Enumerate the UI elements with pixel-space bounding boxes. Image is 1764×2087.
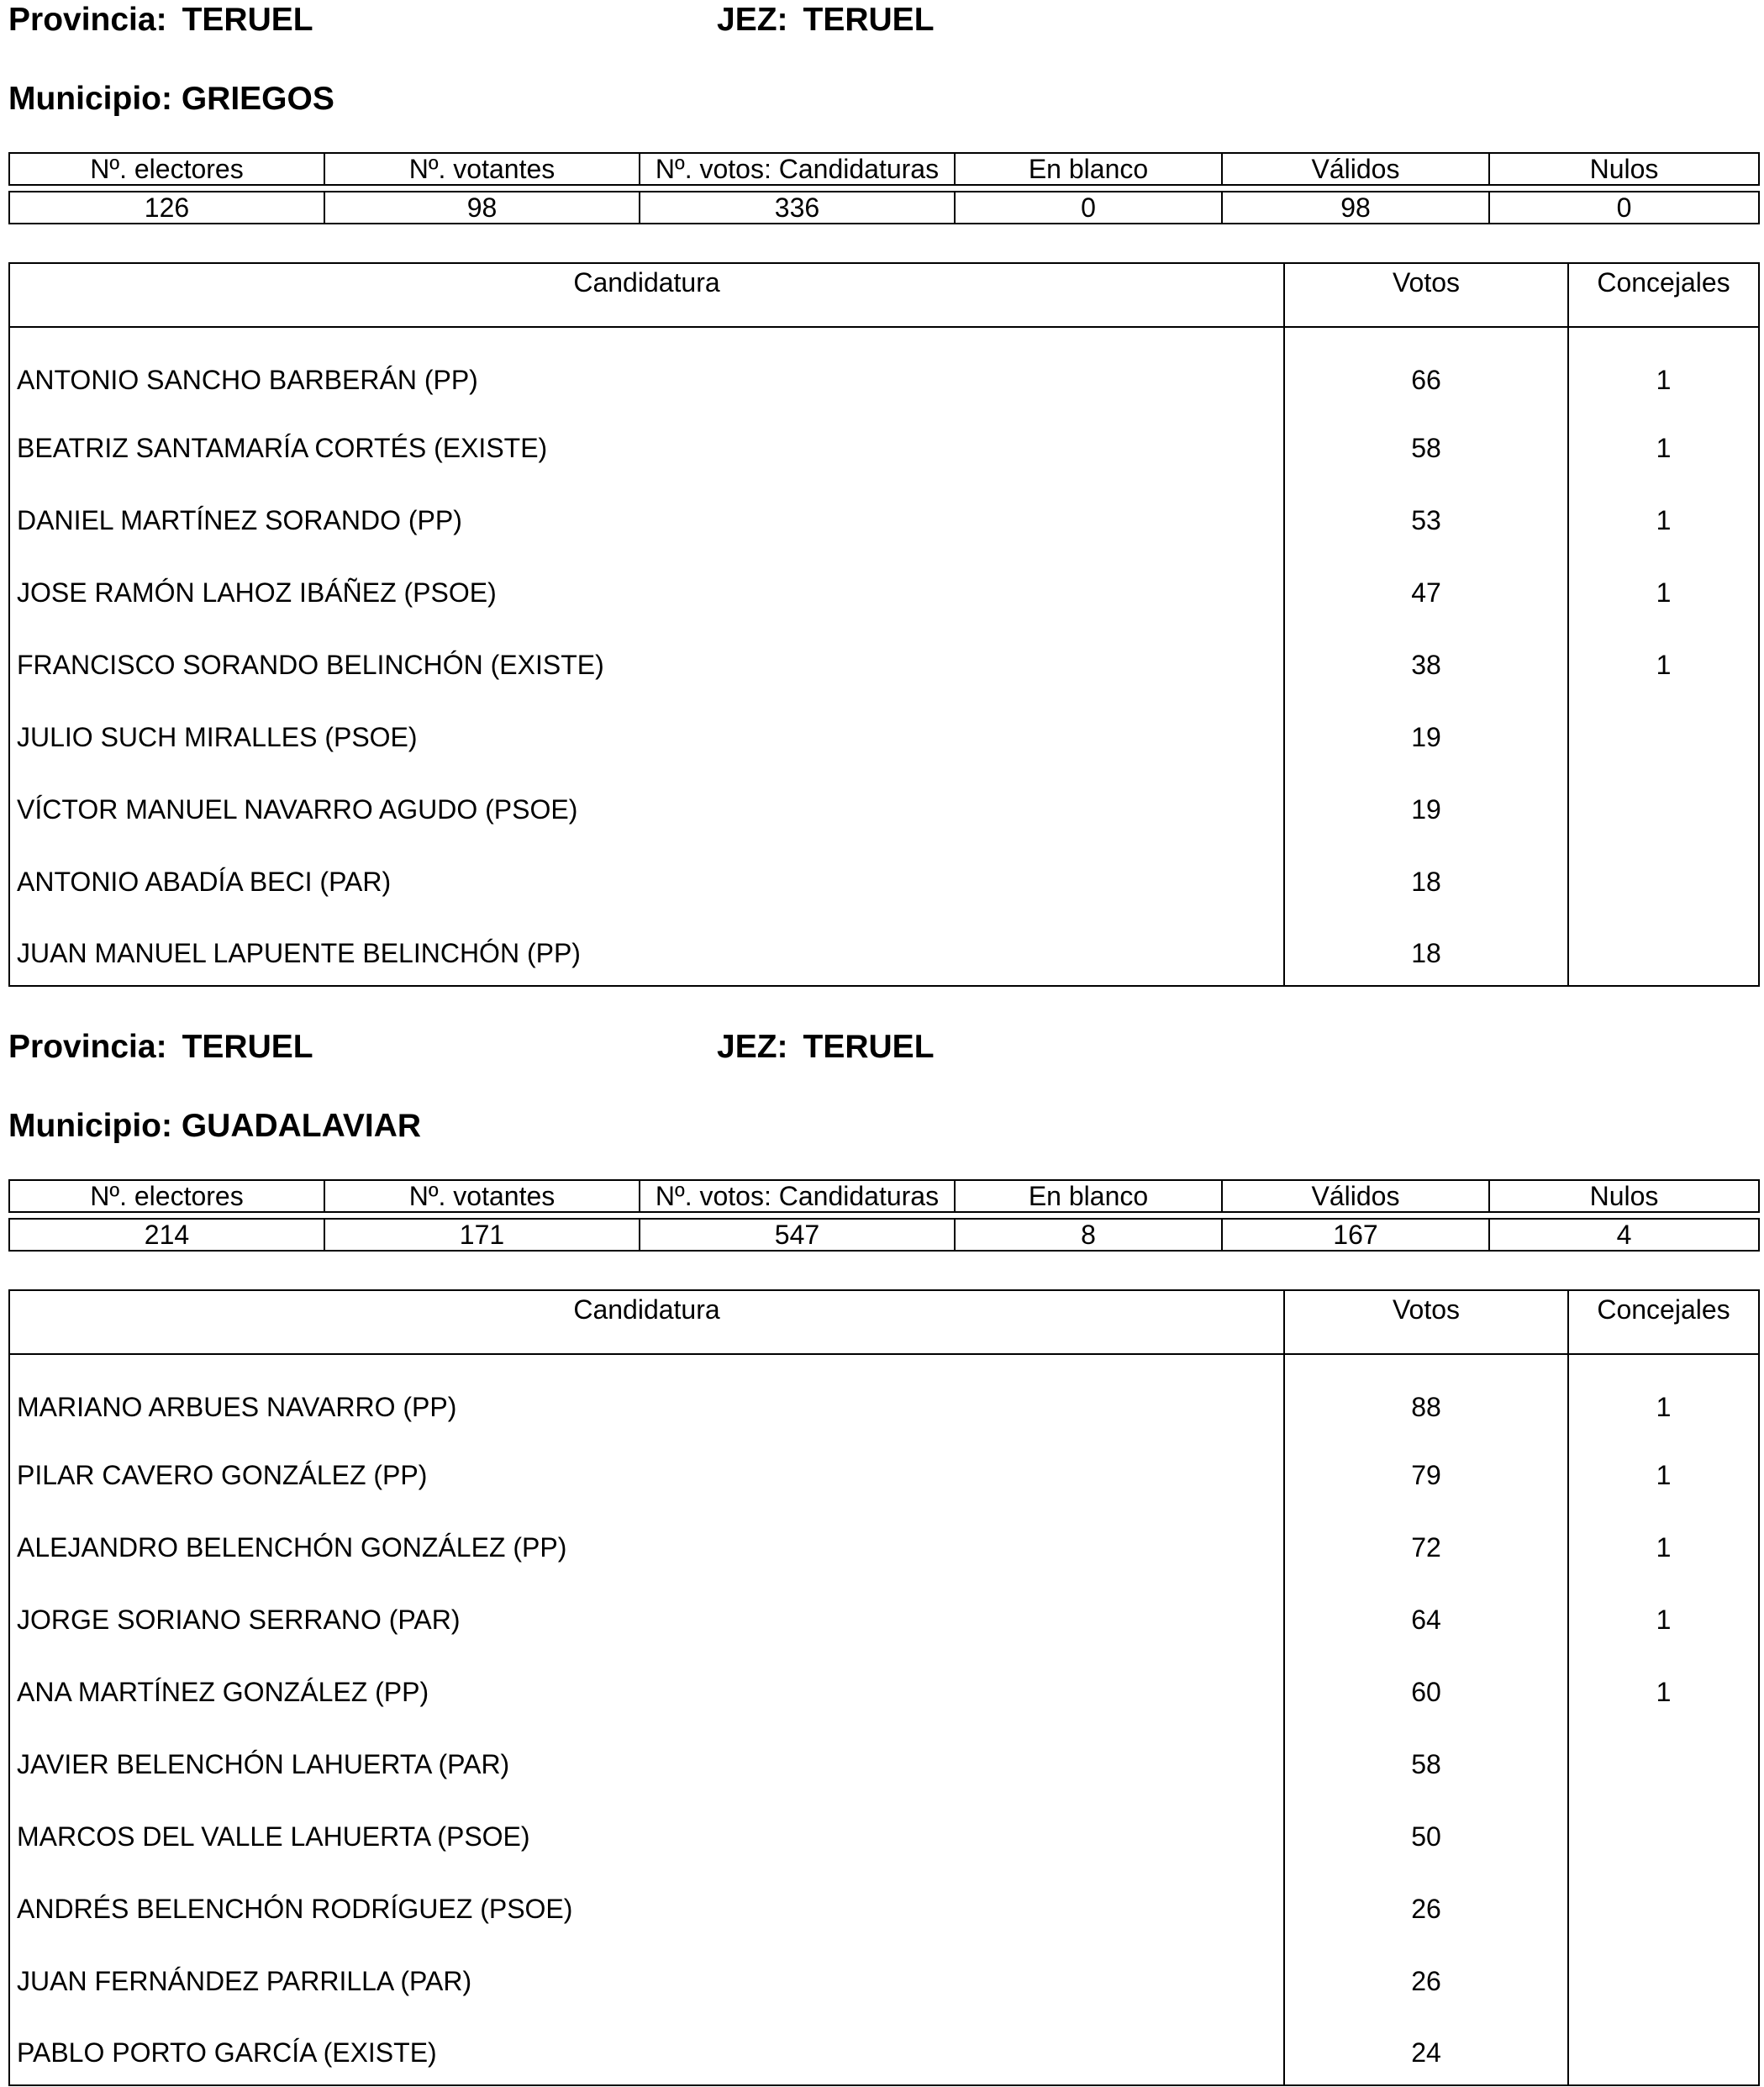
summary-votos-candidaturas: 336 — [640, 192, 955, 224]
summary-table — [8, 152, 1760, 224]
summary-header-votantes: Nº. votantes — [324, 1180, 640, 1212]
summary-votantes: 171 — [324, 1219, 640, 1251]
candidate-votes: 38 — [1284, 625, 1568, 697]
summary-header-en-blanco: En blanco — [955, 1180, 1222, 1212]
summary-electores: 126 — [9, 192, 324, 224]
candidate-name: MARIANO ARBUES NAVARRO (PP) — [9, 1354, 1284, 1435]
summary-header-votos-candidaturas: Nº. votos: Candidaturas — [640, 1180, 955, 1212]
candidate-votes: 88 — [1284, 1354, 1568, 1435]
provincia-line — [8, 0, 313, 40]
candidates-table — [8, 1289, 1760, 2086]
candidate-votes: 58 — [1284, 1724, 1568, 1796]
candidate-name: JORGE SORIANO SERRANO (PAR) — [9, 1579, 1284, 1652]
summary-header-electores: Nº. electores — [9, 1180, 324, 1212]
candidate-concejales: 1 — [1656, 365, 1672, 395]
candidate-name: PILAR CAVERO GONZÁLEZ (PP) — [9, 1435, 1284, 1507]
candidate-concejales — [1568, 697, 1759, 769]
candidate-votes: 47 — [1284, 552, 1568, 625]
candidate-concejales: 1 — [1656, 1392, 1672, 1422]
provincia-line — [8, 1027, 313, 1067]
candidate-concejales — [1568, 1724, 1759, 1796]
summary-header-validos: Válidos — [1222, 1180, 1489, 1212]
candidates-header-row — [9, 263, 1759, 327]
candidate-votes: 66 — [1284, 327, 1568, 408]
candidate-name: JUAN FERNÁNDEZ PARRILLA (PAR) — [9, 1941, 1284, 2013]
table-row — [9, 625, 1759, 697]
table-row — [9, 552, 1759, 625]
candidate-name: ANDRÉS BELENCHÓN RODRÍGUEZ (PSOE) — [9, 1868, 1284, 1941]
table-row — [9, 1579, 1759, 1652]
candidate-votes: 79 — [1284, 1435, 1568, 1507]
candidate-name: ALEJANDRO BELENCHÓN GONZÁLEZ (PP) — [9, 1507, 1284, 1579]
concejales-header: Concejales — [1568, 263, 1759, 327]
summary-header-row — [9, 153, 1759, 185]
candidate-concejales: 1 — [1656, 577, 1672, 608]
candidates-table — [8, 262, 1760, 987]
jez-line — [717, 0, 935, 40]
summary-validos: 167 — [1222, 1219, 1489, 1251]
candidate-votes: 19 — [1284, 697, 1568, 769]
candidate-votes: 19 — [1284, 769, 1568, 841]
votos-header: Votos — [1284, 263, 1568, 327]
summary-header-votos-candidaturas: Nº. votos: Candidaturas — [640, 153, 955, 185]
candidate-name: MARCOS DEL VALLE LAHUERTA (PSOE) — [9, 1796, 1284, 1868]
candidate-name: ANTONIO SANCHO BARBERÁN (PP) — [9, 327, 1284, 408]
candidate-concejales: 1 — [1656, 1459, 1672, 1490]
jez-label: JEZ: — [717, 1029, 788, 1065]
candidate-name: FRANCISCO SORANDO BELINCHÓN (EXISTE) — [9, 625, 1284, 697]
table-row — [9, 1354, 1759, 1435]
candidate-concejales — [1568, 1796, 1759, 1868]
candidate-concejales — [1568, 1941, 1759, 2013]
summary-en-blanco: 8 — [955, 1219, 1222, 1251]
table-row — [9, 1796, 1759, 1868]
candidate-votes: 64 — [1284, 1579, 1568, 1652]
jez-line — [717, 1027, 935, 1067]
summary-validos: 98 — [1222, 192, 1489, 224]
table-row — [9, 841, 1759, 914]
summary-nulos: 4 — [1489, 1219, 1759, 1251]
candidate-votes: 18 — [1284, 914, 1568, 986]
candidate-name: DANIEL MARTÍNEZ SORANDO (PP) — [9, 480, 1284, 552]
candidatura-header: Candidatura — [9, 1290, 1284, 1354]
municipio-value: GRIEGOS — [181, 81, 334, 117]
municipio-section-guadalaviar — [8, 1027, 1758, 2084]
candidate-concejales: 1 — [1656, 1676, 1672, 1707]
table-row — [9, 914, 1759, 986]
municipio-section-griegos — [8, 0, 1758, 983]
candidate-concejales: 1 — [1656, 1531, 1672, 1563]
candidatura-header: Candidatura — [9, 263, 1284, 327]
jez-value: TERUEL — [803, 2, 935, 38]
summary-header-votantes: Nº. votantes — [324, 153, 640, 185]
candidate-concejales — [1568, 914, 1759, 986]
candidate-votes: 58 — [1284, 408, 1568, 480]
candidate-votes: 26 — [1284, 1941, 1568, 2013]
table-row — [9, 2013, 1759, 2085]
provincia-label: Provincia: — [8, 2, 167, 38]
jez-label: JEZ: — [717, 2, 788, 38]
candidate-name: VÍCTOR MANUEL NAVARRO AGUDO (PSOE) — [9, 769, 1284, 841]
table-row — [9, 1507, 1759, 1579]
summary-value-row — [9, 192, 1759, 224]
summary-header-en-blanco: En blanco — [955, 153, 1222, 185]
candidate-votes: 26 — [1284, 1868, 1568, 1941]
municipio-value: GUADALAVIAR — [181, 1108, 422, 1144]
provincia-value: TERUEL — [182, 1029, 313, 1065]
candidate-concejales — [1568, 1868, 1759, 1941]
table-row — [9, 408, 1759, 480]
provincia-label: Provincia: — [8, 1029, 167, 1065]
municipio-line — [8, 1106, 421, 1146]
table-row — [9, 1868, 1759, 1941]
summary-votantes: 98 — [324, 192, 640, 224]
municipio-label: Municipio: — [8, 1108, 172, 1144]
candidate-name: ANTONIO ABADÍA BECI (PAR) — [9, 841, 1284, 914]
concejales-header: Concejales — [1568, 1290, 1759, 1354]
votos-header: Votos — [1284, 1290, 1568, 1354]
candidate-name: JUAN MANUEL LAPUENTE BELINCHÓN (PP) — [9, 914, 1284, 986]
candidate-name: PABLO PORTO GARCÍA (EXISTE) — [9, 2013, 1284, 2085]
municipio-line — [8, 79, 334, 119]
summary-votos-candidaturas: 547 — [640, 1219, 955, 1251]
table-row — [9, 769, 1759, 841]
candidate-name: JAVIER BELENCHÓN LAHUERTA (PAR) — [9, 1724, 1284, 1796]
summary-header-nulos: Nulos — [1489, 1180, 1759, 1212]
table-row — [9, 327, 1759, 408]
summary-table — [8, 1179, 1760, 1252]
candidate-votes: 60 — [1284, 1652, 1568, 1724]
summary-en-blanco: 0 — [955, 192, 1222, 224]
candidate-concejales: 1 — [1656, 1604, 1672, 1635]
municipio-label: Municipio: — [8, 81, 172, 117]
summary-electores: 214 — [9, 1219, 324, 1251]
candidate-concejales: 1 — [1656, 649, 1672, 680]
candidate-name: ANA MARTÍNEZ GONZÁLEZ (PP) — [9, 1652, 1284, 1724]
summary-header-electores: Nº. electores — [9, 153, 324, 185]
candidate-votes: 24 — [1284, 2013, 1568, 2085]
candidates-header-row — [9, 1290, 1759, 1354]
candidate-concejales — [1568, 769, 1759, 841]
provincia-value: TERUEL — [182, 2, 313, 38]
candidate-votes: 18 — [1284, 841, 1568, 914]
table-row — [9, 480, 1759, 552]
summary-nulos: 0 — [1489, 192, 1759, 224]
table-row — [9, 1724, 1759, 1796]
candidate-name: BEATRIZ SANTAMARÍA CORTÉS (EXISTE) — [9, 408, 1284, 480]
candidate-concejales: 1 — [1656, 504, 1672, 535]
candidate-concejales: 1 — [1656, 432, 1672, 463]
candidate-votes: 72 — [1284, 1507, 1568, 1579]
summary-header-validos: Válidos — [1222, 153, 1489, 185]
table-row — [9, 1941, 1759, 2013]
summary-header-row — [9, 1180, 1759, 1212]
table-row — [9, 1435, 1759, 1507]
jez-value: TERUEL — [803, 1029, 935, 1065]
summary-value-row — [9, 1219, 1759, 1251]
summary-header-nulos: Nulos — [1489, 153, 1759, 185]
candidate-votes: 53 — [1284, 480, 1568, 552]
candidate-concejales — [1568, 841, 1759, 914]
table-row — [9, 1652, 1759, 1724]
candidate-name: JOSE RAMÓN LAHOZ IBÁÑEZ (PSOE) — [9, 552, 1284, 625]
candidate-name: JULIO SUCH MIRALLES (PSOE) — [9, 697, 1284, 769]
candidate-concejales — [1568, 2013, 1759, 2085]
candidate-votes: 50 — [1284, 1796, 1568, 1868]
table-row — [9, 697, 1759, 769]
